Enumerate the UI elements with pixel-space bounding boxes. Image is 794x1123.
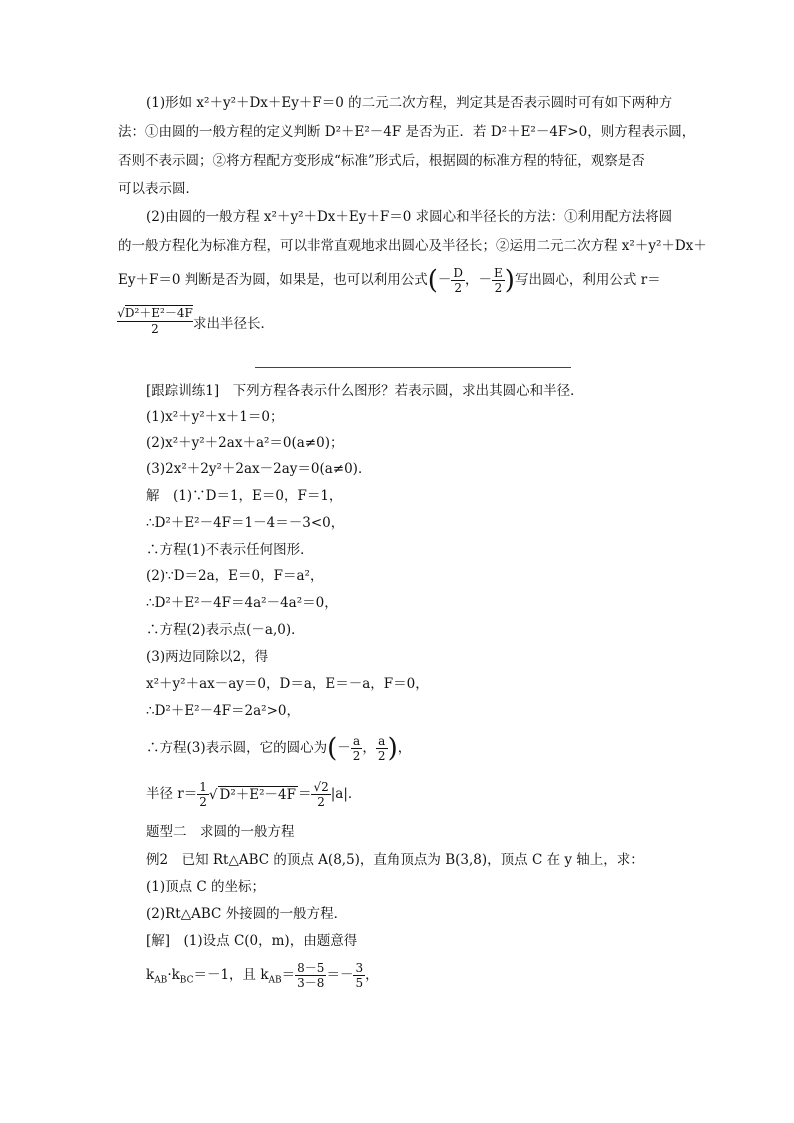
fraction-3-5: $\frac{3}{5}$ (355, 961, 364, 990)
sub-ab-2: AB (268, 975, 282, 986)
center-tail: ， (397, 740, 412, 756)
eq-text: ＝－1，且 k (193, 967, 269, 983)
minus-sign-2: － (478, 272, 493, 288)
solution-line-7: (3)两边同除以2，得 (146, 649, 269, 665)
practice-title: [跟踪训练1] 下列方程各表示什么图形？若表示圆，求出其圆心和半径． (146, 383, 584, 399)
sub-bc: BC (179, 975, 194, 986)
k-symbol: k (146, 967, 155, 983)
solution-line-2: ∴D²＋E²－4F＝1－4＝－3<0， (146, 515, 345, 531)
example-line-4: [解] (1)设点 C(0，m)，由题意得 (146, 933, 358, 949)
right-paren-2: ) (387, 733, 398, 764)
practice-item-3: (3)2x²＋2y²＋2ax－2ay＝0(a≠0)． (146, 461, 372, 477)
practice-item-1: (1)x²＋y²＋x＋1＝0； (146, 409, 284, 425)
left-paren: ( (427, 265, 438, 296)
example-line-5 (146, 955, 379, 1001)
comma-2: ， (362, 740, 376, 756)
radius-text: 半径 r＝ (146, 786, 198, 802)
line-3-text-a: Ey＋F＝0 判断是否为圆，如果是，也可以利用公式 (118, 272, 428, 288)
solution-line-9: ∴D²＋E²－4F＝2a²>0， (146, 703, 300, 719)
solution-line-10 (146, 728, 411, 768)
para-2-line-2: 的一般方程化为标准方程，可以非常直观地求出圆心及半径长；②运用二元二次方程 x²＋y²＋Dx＋ (118, 238, 707, 254)
para-1-line-2: 法：①由圆的一般方程的定义判断 D²＋E²－4F 是否为正．若 D²＋E²－4F>0，则方程表示圆， (118, 124, 696, 140)
radius-formula-numerator: √D²＋E²－4F (117, 306, 193, 320)
equals-sign: ＝ (297, 786, 312, 802)
fraction-a-over-2: $\frac{a}{2}$ (352, 734, 361, 763)
fraction-slope: $\frac{8-5}{3-8}$ (297, 961, 325, 990)
solution-line-11 (146, 776, 361, 813)
tail-comma: ， (365, 967, 379, 983)
comma: ， (465, 272, 479, 288)
solution-line-4: (2)∵D＝2a，E＝0，F＝a²， (146, 568, 324, 584)
para-2-line-4: 求出半径长． (193, 316, 274, 332)
section-heading: 题型二 求圆的一般方程 (146, 824, 295, 840)
section-divider (255, 367, 571, 368)
para-2-line-1: (2)由圆的一般方程 x²＋y²＋Dx＋Ey＋F＝0 求圆心和半径长的方法：①利用配方法将圆 (146, 209, 673, 225)
para-1-line-1: (1)形如 x²＋y²＋Dx＋Ey＋F＝0 的二元二次方程，判定其是否表示圆时可有如下两种方 (146, 95, 673, 111)
fraction-d-over-2: $\frac{D}{2}$ (453, 266, 464, 295)
fraction-sqrt2-over-2: $\frac{√2}{2}$ (313, 780, 329, 809)
radius-formula-denominator: 2 (151, 322, 159, 336)
radius-formula-fraction (117, 306, 193, 337)
para-2-line-3 (118, 262, 661, 298)
sub-ab: AB (154, 975, 168, 986)
minus-sign-4: － (339, 967, 354, 983)
equals-2: ＝ (281, 967, 296, 983)
example-line-3: (2)Rt△ABC 外接圆的一般方程． (146, 906, 348, 922)
left-paren-2: ( (327, 733, 338, 764)
abs-a: |a|． (330, 786, 362, 802)
example-line-1: 例2 已知 Rt△ABC 的顶点 A(8,5)，直角顶点为 B(3,8)，顶点 C 在 y 轴上，求： (146, 852, 644, 868)
solution-line-5: ∴D²＋E²－4F＝4a²－4a²＝0， (146, 595, 338, 611)
solution-line-8: x²＋y²＋ax－ay＝0，D＝a，E＝－a，F＝0， (146, 676, 429, 692)
solution-line-1: 解 (1)∵D＝1，E＝0，F＝1， (146, 488, 343, 504)
center-text: ∴方程(3)表示圆，它的圆心为 (146, 740, 328, 756)
line-3-text-b: 写出圆心，利用公式 r＝ (514, 272, 661, 288)
minus-sign-3: － (337, 740, 351, 756)
practice-item-2: (2)x²＋y²＋2ax＋a²＝0(a≠0)； (146, 435, 344, 451)
fraction-one-half: $\frac{1}{2}$ (199, 780, 207, 809)
para-1-line-4: 可以表示圆． (118, 181, 199, 197)
example-line-2: (1)顶点 C 的坐标； (146, 879, 266, 895)
para-1-line-3: 否则不表示圆；②将方程配方变形成“标准”形式后，根据圆的标准方程的特征，观察是否 (118, 153, 645, 169)
equals-3: ＝ (326, 967, 340, 983)
solution-line-3: ∴方程(1)不表示任何图形． (146, 542, 314, 558)
fraction-e-over-2: $\frac{E}{2}$ (494, 266, 503, 295)
sqrt-expression: √ D²＋E²－4F (208, 786, 296, 803)
dot-k: ·k (167, 967, 180, 983)
minus-sign: － (437, 272, 452, 288)
solution-line-6: ∴方程(2)表示点(－a,0)． (146, 622, 305, 638)
fraction-a-over-2-b: $\frac{a}{2}$ (377, 734, 386, 763)
right-paren: ) (504, 265, 515, 296)
